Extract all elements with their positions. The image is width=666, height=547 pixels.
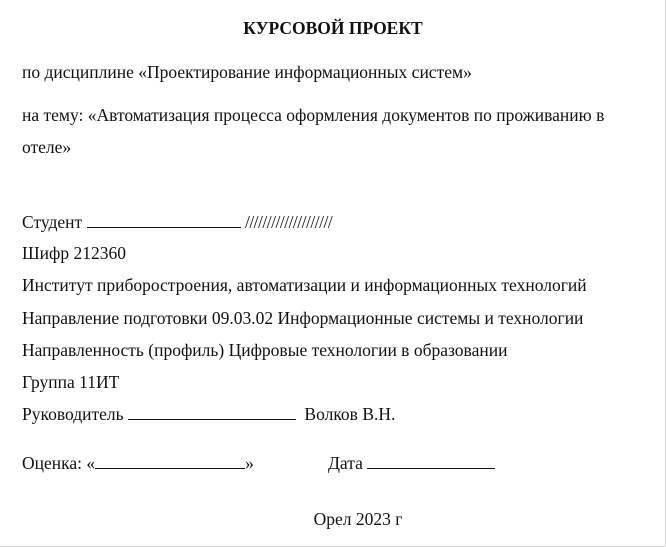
- city-year: Орел 2023 г: [313, 509, 403, 529]
- supervisor-line: [22, 403, 395, 425]
- student-line: [22, 211, 332, 233]
- date-line: [328, 452, 495, 474]
- grade-blank: [95, 452, 245, 469]
- student-signature-blank: [87, 211, 241, 228]
- date-blank: [367, 452, 495, 469]
- group-line: Группа 11ИТ: [22, 372, 120, 392]
- supervisor-name: Волков В.Н.: [304, 404, 396, 424]
- student-name-masked: ////////////////////: [244, 212, 333, 232]
- grade-close-quote: »: [245, 453, 254, 473]
- direction-line: Направление подготовки 09.03.02 Информационные системы и технологии: [22, 308, 584, 328]
- profile-line: Направленность (профиль) Цифровые технологии в образовании: [22, 340, 508, 360]
- grade-label: Оценка: «: [22, 453, 96, 473]
- date-label: Дата: [328, 453, 363, 473]
- cipher-line: Шифр 212360: [22, 243, 126, 263]
- discipline-line: по дисциплине «Проектирование информационных систем»: [22, 62, 472, 82]
- grade-line: [22, 452, 254, 474]
- institute-line: Институт приборостроения, автоматизации и информационных технологий: [22, 275, 587, 295]
- supervisor-signature-blank: [128, 403, 296, 420]
- document-title: КУРСОВОЙ ПРОЕКТ: [243, 18, 423, 38]
- student-label: Студент: [22, 212, 83, 232]
- supervisor-label: Руководитель: [22, 404, 124, 424]
- topic-line-2: отеле»: [22, 137, 72, 157]
- topic-line-1: на тему: «Автоматизация процесса оформления документов по проживанию в: [22, 105, 605, 125]
